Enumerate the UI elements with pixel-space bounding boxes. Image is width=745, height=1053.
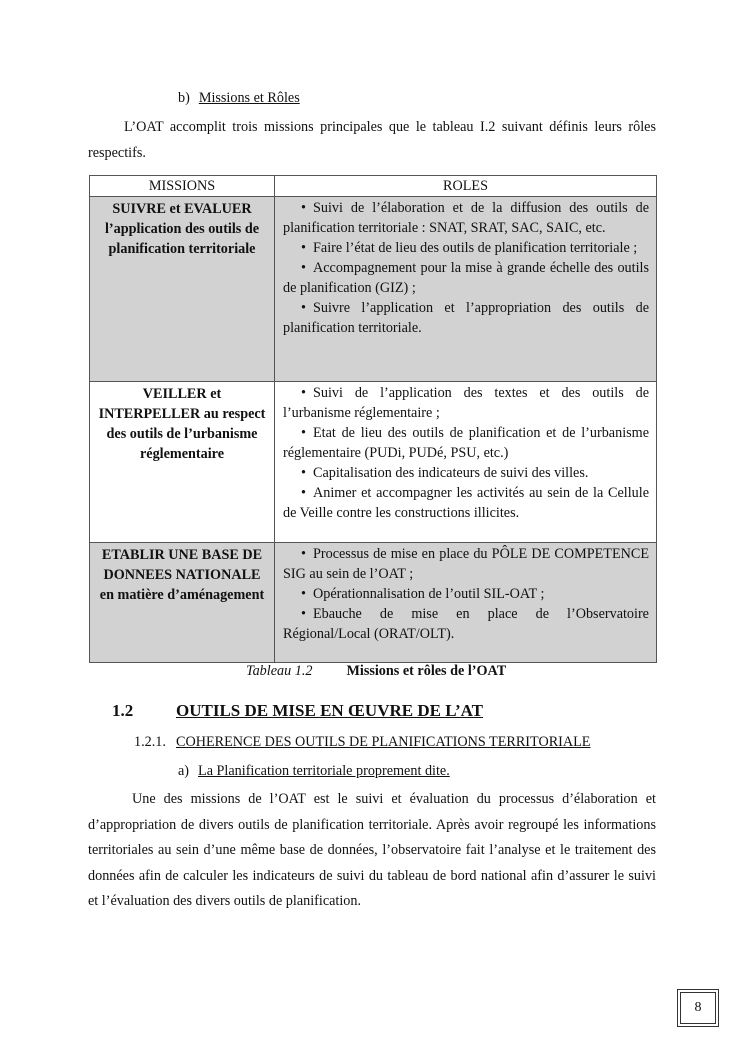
mission-cell: SUIVRE et EVALUER l’application des outils de planification territoriale xyxy=(90,197,275,382)
heading-1-2-title: OUTILS DE MISE EN ŒUVRE DE L’AT xyxy=(176,701,484,720)
roles-cell xyxy=(275,543,657,663)
missions-roles-table xyxy=(89,175,657,663)
heading-1-2-1-number: 1.2.1. xyxy=(134,734,166,750)
bullet-icon: • xyxy=(301,240,306,256)
roles-cell xyxy=(275,197,657,382)
role-item: • Etat de lieu des outils de planification et de l’urbanisme réglementaire (PUDi, PUDé, PSU, etc.) xyxy=(283,425,649,461)
role-item: • Suivre l’application et l’appropriation des outils de planification territoriale. xyxy=(283,300,649,336)
heading-1-2 xyxy=(112,699,483,724)
page-number-box xyxy=(677,989,719,1027)
bullet-icon: • xyxy=(301,385,306,401)
subsection-b-heading xyxy=(178,88,300,109)
table-row xyxy=(90,197,657,382)
heading-1-2-number: 1.2 xyxy=(112,701,134,720)
role-item: • Suivi de l’élaboration et de la diffusion des outils de planification territoriale : SNAT, SRAT, SAC, SAIC, etc. xyxy=(283,200,649,236)
bullet-icon: • xyxy=(301,200,306,216)
role-item: • Opérationnalisation de l’outil SIL-OAT ; xyxy=(301,586,545,602)
subsection-a-label: a) xyxy=(178,763,190,779)
bullet-icon: • xyxy=(301,546,306,562)
subsection-a-title: La Planification territoriale proprement dite. xyxy=(198,763,450,779)
mission-cell: VEILLER et INTERPELLER au respect des outils de l’urbanisme réglementaire xyxy=(90,382,275,543)
subsection-b-label: b) xyxy=(178,90,190,106)
caption-title: Missions et rôles de l’OAT xyxy=(346,663,507,679)
subsection-a-heading xyxy=(178,761,450,782)
bullet-icon: • xyxy=(301,606,306,622)
bullet-icon: • xyxy=(301,425,306,441)
mission-cell: ETABLIR UNE BASE DE DONNEES NATIONALE en matière d’aménagement xyxy=(90,543,275,663)
body-paragraph: Une des missions de l’OAT est le suivi et évaluation du processus d’élaboration et d’appropriation de divers outils de planification territoriale. Après avoir regroupé les informations territoriales au sein d’une même base de données, l’observatoire fait l’analyse et le traitement des données afin de calculer les indicateurs de suivi du tableau de bord national afin d’assurer le suivi et l’évaluation des divers outils de planification. xyxy=(88,791,656,909)
bullet-icon: • xyxy=(301,300,306,316)
role-item: • Faire l’état de lieu des outils de planification territoriale ; xyxy=(301,240,638,256)
bullet-icon: • xyxy=(301,586,306,602)
table-row xyxy=(90,543,657,663)
role-item: • Animer et accompagner les activités au sein de la Cellule de Veille contre les constructions illicites. xyxy=(283,485,649,521)
header-missions: MISSIONS xyxy=(90,176,275,197)
role-item: • Accompagnement pour la mise à grande échelle des outils de planification (GIZ) ; xyxy=(283,260,649,296)
bullet-icon: • xyxy=(301,260,306,276)
intro-paragraph: L’OAT accomplit trois missions principales que le tableau I.2 suivant définis leurs rôles respectifs. xyxy=(88,119,656,161)
heading-1-2-1 xyxy=(134,732,590,753)
bullet-icon: • xyxy=(301,485,306,501)
role-item: • Suivi de l’application des textes et des outils de l’urbanisme réglementaire ; xyxy=(283,385,649,421)
role-item: • Ebauche de mise en place de l’Observatoire Régional/Local (ORAT/OLT). xyxy=(283,606,649,642)
table-header-row xyxy=(90,176,657,197)
header-roles: ROLES xyxy=(275,176,657,197)
caption-number: Tableau 1.2 xyxy=(246,663,313,679)
subsection-b-title: Missions et Rôles xyxy=(198,90,300,106)
role-item: • Processus de mise en place du PÔLE DE COMPETENCE SIG au sein de l’OAT ; xyxy=(283,546,649,582)
roles-cell xyxy=(275,382,657,543)
heading-1-2-1-title: COHERENCE DES OUTILS DE PLANIFICATIONS TERRITORIALE xyxy=(176,734,591,750)
role-item: • Capitalisation des indicateurs de suivi des villes. xyxy=(301,465,589,481)
table-row xyxy=(90,382,657,543)
table-caption xyxy=(246,661,506,682)
bullet-icon: • xyxy=(301,465,306,481)
page-number: 8 xyxy=(694,999,702,1015)
